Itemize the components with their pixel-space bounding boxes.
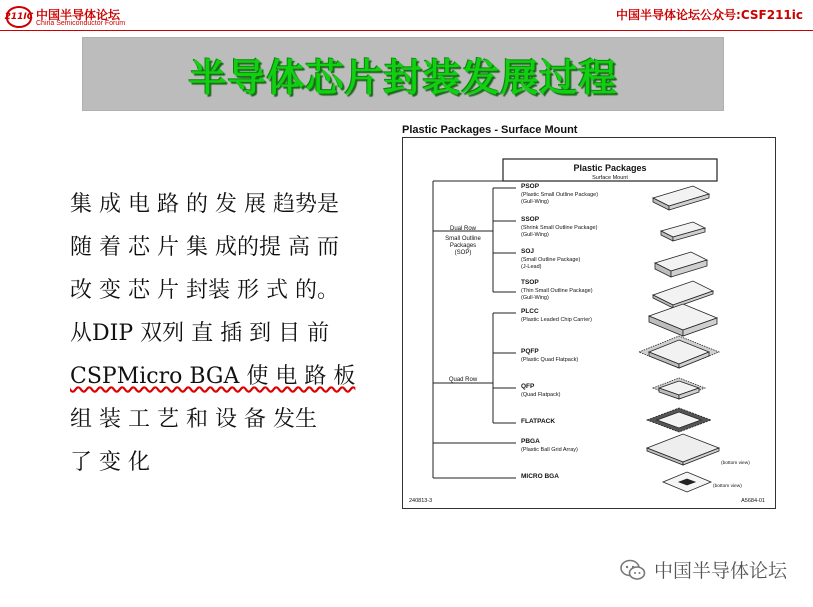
package-desc: (Plastic Small Outline Package) [521,192,599,198]
micro-bga-bottom-view-label: (bottom view) [713,484,742,489]
package-name-qfp: QFP [521,383,535,390]
logo-chinese-name: 中国半导体论坛 [36,8,121,22]
package-name-tsop: TSOP [521,279,539,286]
slide-title-banner [82,37,724,111]
pbga-chip-icon [647,434,719,465]
package-desc: (Plastic Leaded Chip Carrier) [521,317,592,323]
slide-title: 半导体芯片封装发展过程 [188,55,618,100]
figure-caption: Plastic Packages - Surface Mount [402,124,578,136]
pbga-bottom-view-label: (bottom view) [721,461,750,466]
package-name-plcc: PLCC [521,308,539,315]
wechat-watermark [620,556,787,583]
public-account-label: 中国半导体论坛公众号:CSF211ic [616,8,803,22]
package-name-pbga: PBGA [521,438,540,445]
watermark-text: 中国半导体论坛 [653,560,787,582]
body-line: 随 着 芯 片 集 成的提 高 而 [70,235,339,260]
package-tree-figure [402,137,776,509]
logo-badge: 211IC [6,6,32,28]
group-label-dual-row: Dual Row [449,226,477,232]
group-label-dual-row-line: (SOP) [454,250,472,256]
group-label-dual-row-line: Small Outline [445,236,481,242]
package-desc: (Small Outline Package) [521,257,581,263]
package-desc: (Plastic Quad Flatpack) [521,357,579,363]
body-line: 改 变 芯 片 封装 形 式 的。 [70,278,339,303]
package-desc: (Shrink Small Outline Package) [521,225,598,231]
figure-id-right: A5684-01 [741,498,765,504]
flatpack-chip-icon [647,408,711,432]
package-desc: (Gull-Wing) [521,232,549,238]
plcc-chip-icon [649,304,717,336]
package-name-pqfp: PQFP [521,348,539,355]
body-line: 组 装 工 艺 和 设 备 发生 [70,407,317,432]
qfp-chip-icon [653,378,705,399]
group-label-dual-row-line: Packages [449,243,477,249]
package-desc: (J-Lead) [521,264,542,270]
figure-id-left: 240813-3 [409,498,433,504]
package-name-micro-bga: MICRO BGA [521,473,559,480]
package-desc: (Quad Flatpack) [521,392,561,398]
group-label-quad-row: Quad Row [448,377,478,383]
body-line: CSPMicro BGA 使 电 路 板 [70,364,356,389]
soj-chip-icon [655,252,707,277]
tree-root-subtitle: Surface Mount [592,175,628,181]
micro-bga-chip-icon [663,472,711,492]
pqfp-chip-icon [639,336,719,368]
package-desc: (Gull-Wing) [521,295,549,301]
body-line: 了 变 化 [70,450,150,475]
slide-body-text [70,183,400,484]
ssop-chip-icon [661,222,705,241]
body-line: 从DIP 双列 直 插 到 目 前 [70,321,330,346]
psop-chip-icon [653,186,709,210]
body-line: 集 成 电 路 的 发 展 趋势是 [70,192,339,217]
forum-logo [6,4,156,30]
package-name-ssop: SSOP [521,216,540,223]
tree-root-title: Plastic Packages [573,163,647,173]
wechat-icon [620,559,646,581]
logo-english-name: China Semiconductor Forum [36,20,126,27]
package-desc: (Gull-Wing) [521,199,549,205]
package-name-flatpack: FLATPACK [521,418,556,425]
package-name-psop: PSOP [521,183,540,190]
header-divider [0,30,813,31]
package-desc: (Thin Small Outline Package) [521,288,593,294]
package-desc: (Plastic Ball Grid Array) [521,447,578,453]
package-name-soj: SOJ [521,248,535,255]
